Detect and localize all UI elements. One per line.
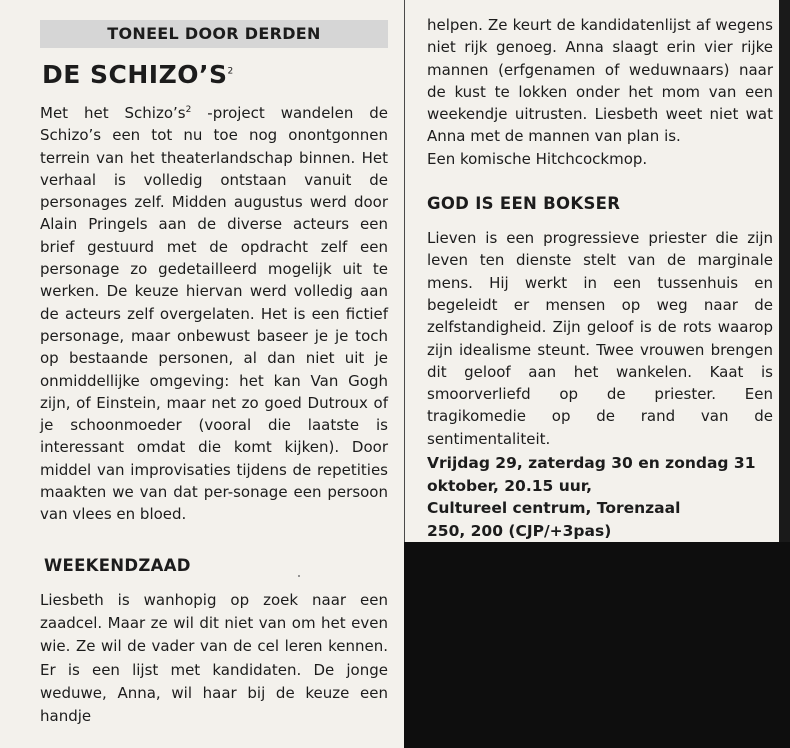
performance-dates: Vrijdag 29, zaterdag 30 en zondag 31 oktober, 20.15 uur, bbox=[427, 454, 756, 495]
performance-venue: Cultureel centrum, Torenzaal bbox=[427, 499, 681, 518]
article-tagline-weekendzaad: Een komische Hitchcockmop. bbox=[427, 149, 648, 168]
article-body-god-is-een-bokser: Lieven is een progressieve priester die zijn leven ten dienste stelt van de marginale mens. Hij werkt in een tussenhuis en begeleidt er mensen op weg naar de zelfstandigheid. Zijn geloof is de rots waarop zijn idealisme steunt. Twee vrouwen brengen dit geloof aan het wankelen. Kaat is smoorverliefd op de priester. Een tragikomedie op de rand van de sentimentaliteit. bbox=[427, 229, 773, 448]
article-body-weekendzaad: Liesbeth is wanhopig op zoek naar een zaadcel. Maar ze wil dit niet van om het even wie. Ze wil de vader van de cel leren kennen. Er is een lijst met kandidaten. De jonge weduwe, Anna, wil haar bij de keuze een handje bbox=[40, 590, 388, 726]
ticket-prices: 250, 200 (CJP/+3pas) bbox=[427, 521, 612, 540]
article-title-weekendzaad: WEEKENDZAAD bbox=[44, 555, 191, 575]
section-header: TONEEL DOOR DERDEN bbox=[40, 20, 388, 48]
article-body-schizos: Met het $Schizo’s^2$ -project wandelen de Schizo’s een tot nu toe nog onontgonnen terrein van het theaterlandschap binnen. Het verhaal is volledig ontstaan vanuit de personages zelf. Midden augustus werd door Alain Pringels aan de diverse acteurs een brief gestuurd met de opdracht zelf een personage zo gedetailleerd mogelijk uit te werken. De keuze hiervan werd volledig aan de acteurs zelf overgelaten. Het is een fictief personage, maar onbewust baseer je je toch op bestaande personen, al dan niet uit je onmiddellijke omgeving: het kan Van Gogh zijn, of Einstein, maar net zo goed Dutroux of je schoonmoeder (vooral die laatste is interessant omdat die komt kijken). Door middel van improvisaties tijdens de repetities maakten we van dat per-sonage een persoon van vlees en bloed. bbox=[40, 104, 389, 524]
article-title-schizos: DE $SCHIZO’S^2$ bbox=[42, 60, 234, 89]
article-body-weekendzaad-continued: helpen. Ze keurt de kandidatenlijst af wegens niet rijk genoeg. Anna slaagt erin vier rijke mannen (erfgenamen of weduwnaars) naar de kust te lokken onder het mom van een weekendje uitrusten. Liesbeth weet niet wat Anna met de mannen van plan is. bbox=[427, 16, 773, 146]
article-title-god-is-een-bokser: GOD IS EEN BOKSER bbox=[427, 194, 621, 214]
left-column bbox=[40, 20, 388, 728]
black-scan-area bbox=[404, 542, 790, 748]
right-column bbox=[427, 14, 773, 542]
speck bbox=[298, 575, 300, 577]
